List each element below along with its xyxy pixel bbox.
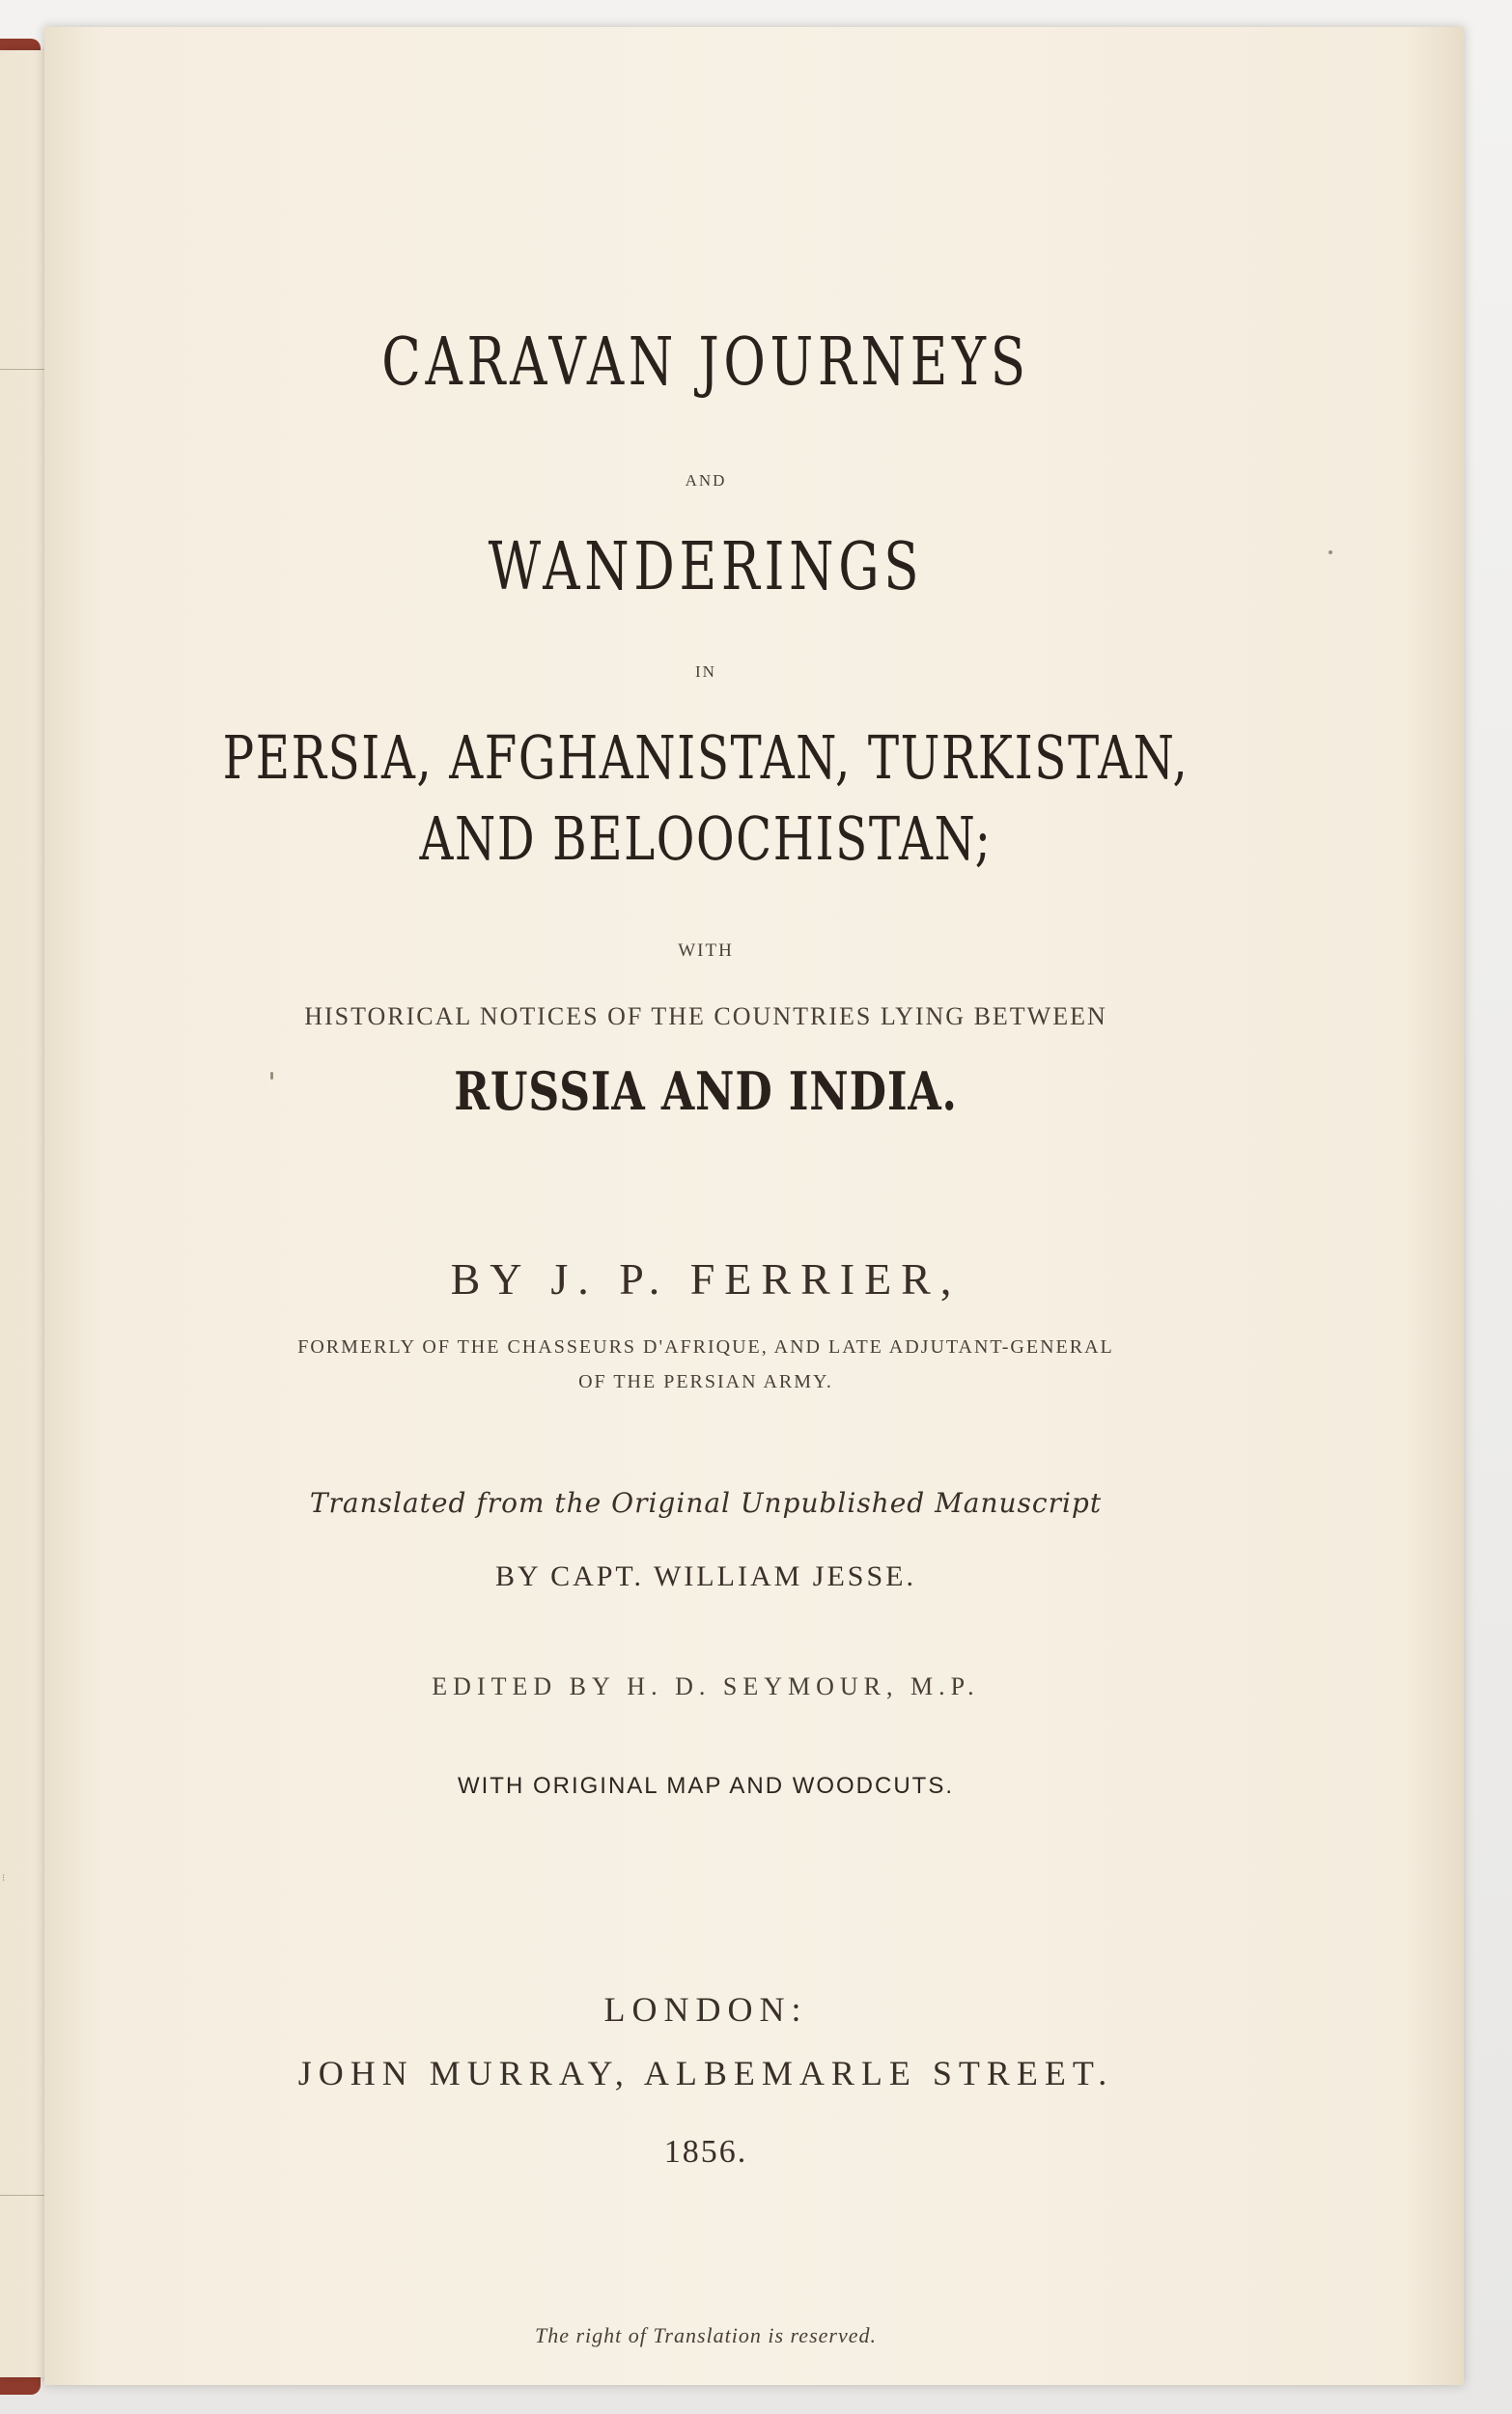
author-formerly-line-1: FORMERLY OF THE CHASSEURS D'AFRIQUE, AND LATE ADJUTANT-GENERAL xyxy=(297,1336,1114,1358)
paper-speck xyxy=(1329,550,1332,554)
russia-and-india: RUSSIA AND INDIA. xyxy=(454,1060,958,1122)
rights-notice: The right of Translation is reserved. xyxy=(535,2323,877,2347)
conjunction-and: AND xyxy=(685,471,727,490)
countries-line-2: AND BELOOCHISTAN; xyxy=(419,803,993,874)
countries-line-1: PERSIA, AFGHANISTAN, TURKISTAN, xyxy=(222,722,1190,793)
translated-note: Translated from the Original Unpublished Manuscript xyxy=(309,1487,1103,1519)
imprint-year: 1856. xyxy=(663,2134,748,2170)
imprint-city: LONDON: xyxy=(603,1990,808,2029)
paper-speck xyxy=(270,1072,273,1080)
with-label: WITH xyxy=(678,940,734,961)
editor-line: EDITED BY H. D. SEYMOUR, M.P. xyxy=(432,1672,980,1700)
facing-page-mark: ⁝ xyxy=(2,1873,6,1884)
title-page xyxy=(44,27,1464,2385)
author-line: BY J. P. FERRIER, xyxy=(450,1254,962,1304)
historical-notices: HISTORICAL NOTICES OF THE COUNTRIES LYING BETWEEN xyxy=(304,1002,1107,1030)
translator-line: BY CAPT. WILLIAM JESSE. xyxy=(495,1560,916,1592)
title-line-1: CARAVAN JOURNEYS xyxy=(381,324,1030,401)
title-line-2: WANDERINGS xyxy=(488,529,924,605)
preposition-in: IN xyxy=(695,662,716,681)
illustrations-line: WITH ORIGINAL MAP AND WOODCUTS. xyxy=(457,1773,955,1799)
imprint-publisher: JOHN MURRAY, ALBEMARLE STREET. xyxy=(297,2054,1114,2092)
author-formerly-line-2: OF THE PERSIAN ARMY. xyxy=(578,1371,833,1392)
